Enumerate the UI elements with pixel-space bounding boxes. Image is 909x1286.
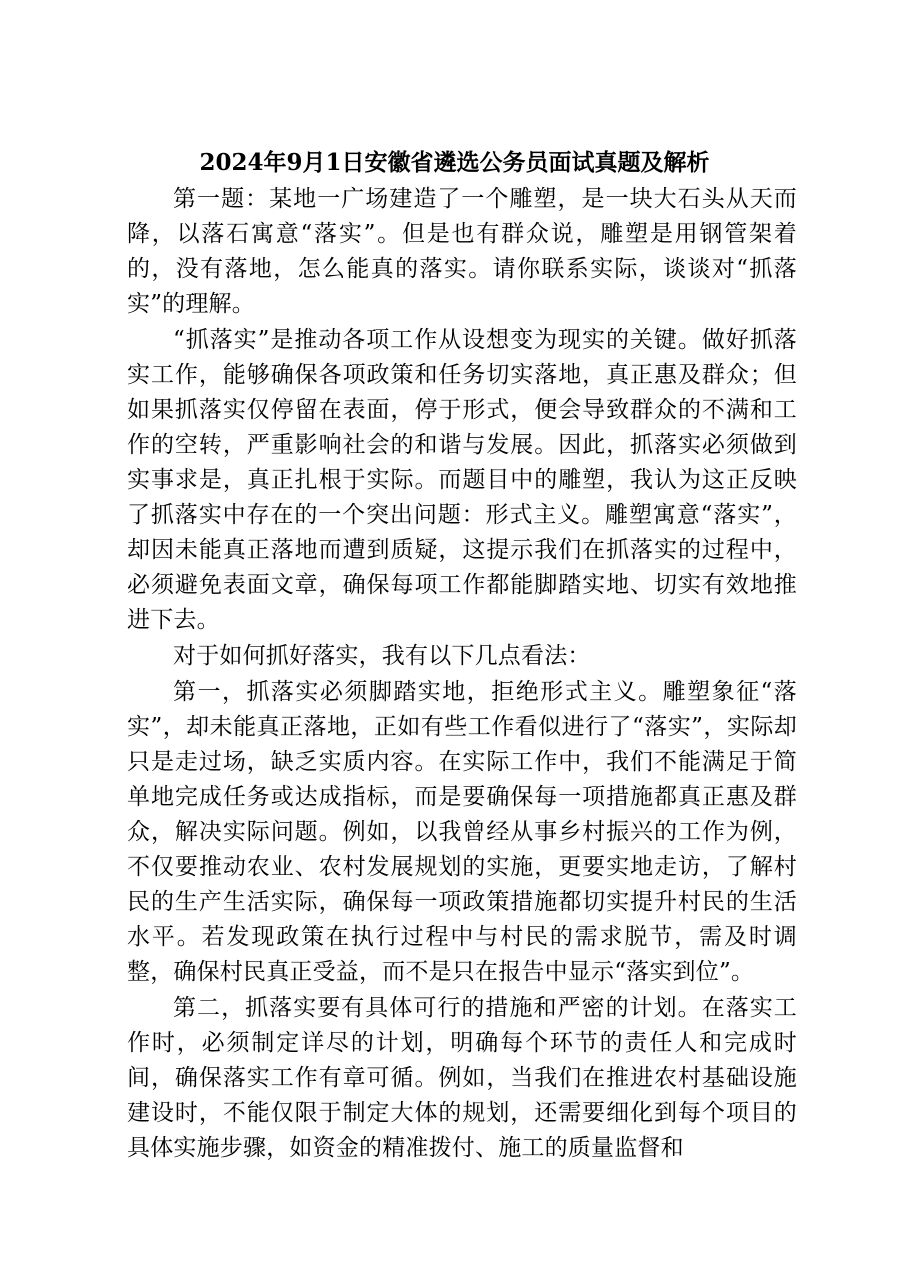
point-two-paragraph: 第二，抓落实要有具体可行的措施和严密的计划。在落实工作时，必须制定详尽的计划，明确每个环节的责任人和完成时间，确保落实工作有章可循。例如，当我们在推进农村基础设施建设时，不能仅限于制定大体的规划，还需要细化到每个项目的具体实施步骤，如资金的精准拨付、施工的质量监督和 — [127, 995, 797, 1161]
document-title: 2024年9月1日安徽省遴选公务员面试真题及解析 — [199, 149, 710, 176]
points-lead-paragraph: 对于如何抓好落实，我有以下几点看法： — [173, 643, 591, 669]
point-one-paragraph: 第一，抓落实必须脚踏实地，拒绝形式主义。雕塑象征“落实”，却未能真正落地，正如有些工作看似进行了“落实”，实际却只是走过场，缺乏实质内容。在实际工作中，我们不能满足于简单地完成任务或达成指标，而是要确保每一项措施都真正惠及群众，解决实际问题。例如，以我曾经从事乡村振兴的工作为例，不仅要推动农业、农村发展规划的实施，更要实地走访，了解村民的生产生活实际，确保每一项政策措施都切实提升村民的生活水平。若发现政策在执行过程中与村民的需求脱节，需及时调整，确保村民真正受益，而不是只在报告中显示“落实到位”。 — [127, 679, 797, 985]
answer-intro-paragraph: “抓落实”是推动各项工作从设想变为现实的关键。做好抓落实工作，能够确保各项政策和任务切实落地，真正惠及群众；但如果抓落实仅停留在表面，停于形式，便会导致群众的不满和工作的空转，严重影响社会的和谐与发展。因此，抓落实必须做到实事求是，真正扎根于实际。而题目中的雕塑，我认为这正反映了抓落实中存在的一个突出问题：形式主义。雕塑寓意“落实”，却因未能真正落地而遭到质疑，这提示我们在抓落实的过程中，必须避免表面文章，确保每项工作都能脚踏实地、切实有效地推进下去。 — [127, 327, 797, 633]
question-paragraph: 第一题：某地一广场建造了一个雕塑，是一块大石头从天而降，以落石寓意“落实”。但是也有群众说，雕塑是用钢管架着的，没有落地，怎么能真的落实。请你联系实际，谈谈对“抓落实”的理解。 — [127, 186, 797, 317]
document-body — [127, 182, 797, 1166]
